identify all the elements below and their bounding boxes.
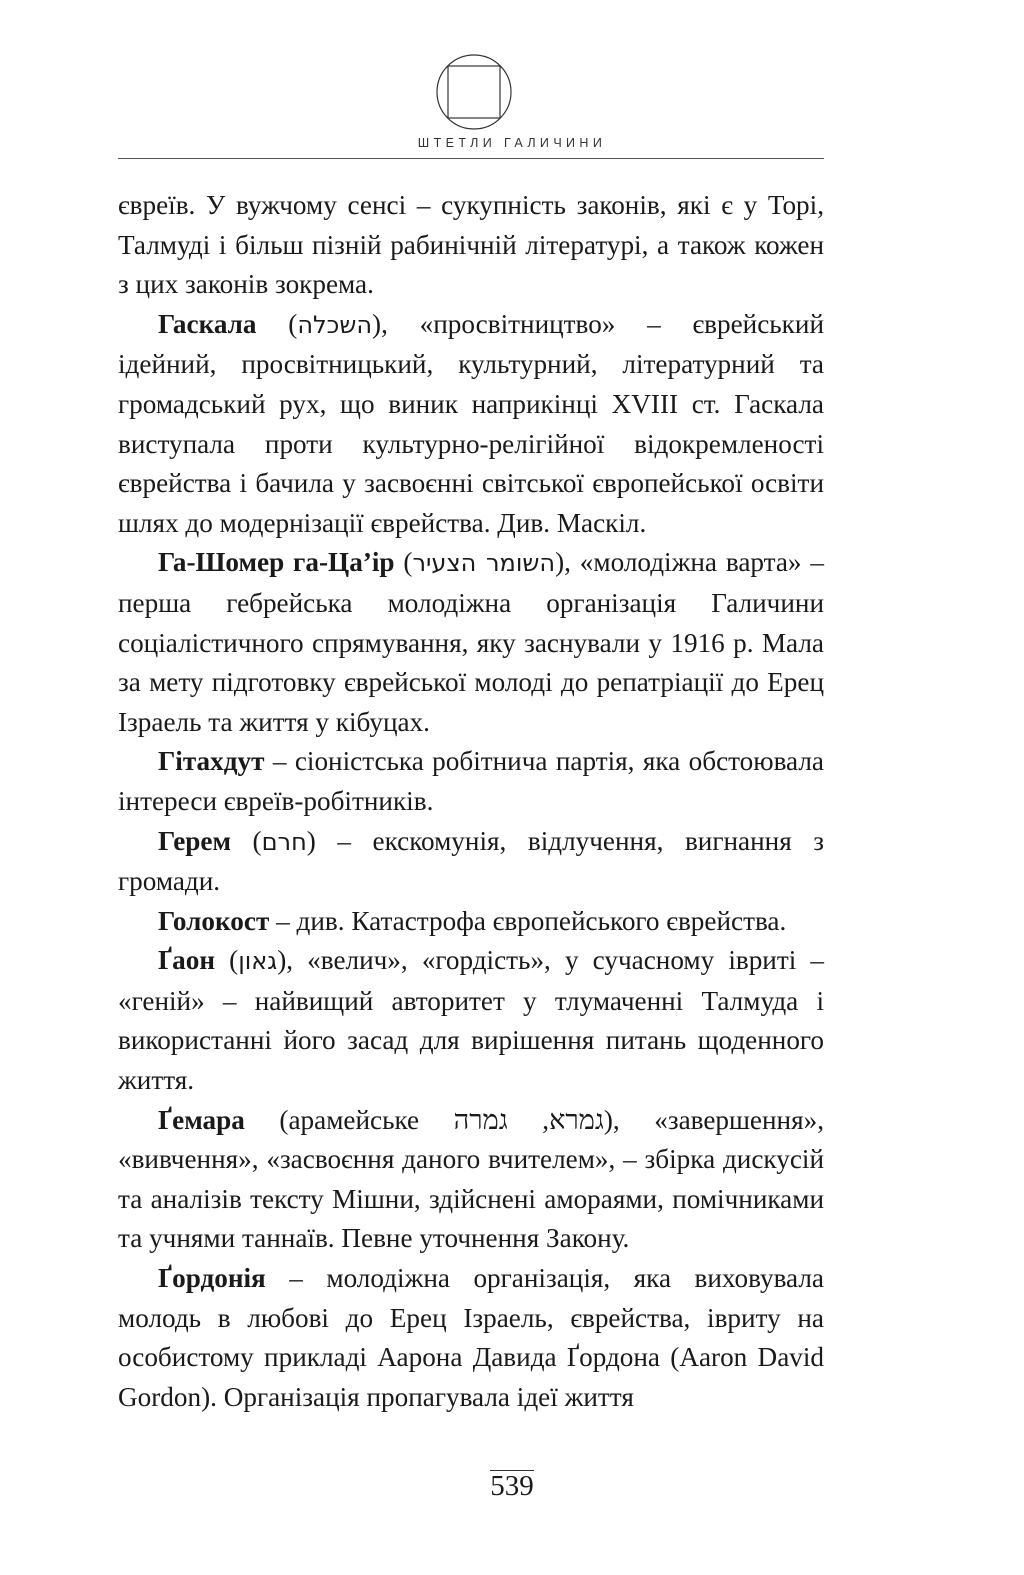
entry-text: , «молодіжна варта» – перша гебрейська молодіжна організація Галичини соціалістичного спрямування, яку заснували у 1916 р. Мала за мету підготовку єврейської молоді до репатріації до Ерец Ізраель та життя у кібуцах. [118,547,824,737]
entry-text: – екскомунія, відлучення, вигнання з громади. [118,825,824,897]
page-number [0,1470,1024,1503]
entry-text: – див. Катастрофа європейського єврейства. [269,905,787,936]
entry-text: євреїв. У вужчому сенсі – сукупність законів, які є у Торі, Талмуді і більш пізній рабинічній літературі, а також кожен з цих законів зокрема. [118,190,824,300]
entry-term: Голокост [158,905,270,936]
glossary-entry: Ґемара (арамейське גמרא, גמרה), «завершення», «вивчення», «засвоєння даного вчителем», – збірка дискусій та аналізів тексту Мішни, здійснені амораями, помічниками та учнями таннаїв. Певне уточнення Закону. [118,1104,824,1254]
glossary-entry [118,1259,824,1417]
entry-text: , «велич», «гордість», у сучасному івриті – «геній» – найвищий авторитет у тлумаченні Талмуда і використанні його засад для вирішення питань щоденного життя. [118,945,825,1096]
entry-hebrew: חרם [261,827,307,856]
circle-square-emblem-icon [434,52,514,132]
entry-text: , «завершення», «вивчення», «засвоєння даного вчителем», – збірка дискусій та аналізів тексту Мішни, здійснені амораями, помічниками та учнями таннаїв. Певне уточнення Закону. [118,1104,824,1254]
entry-term: Ґордонія [158,1263,266,1294]
glossary-entry: Гаскала (השכלה), «просвітництво» – єврейський ідейний, просвітницький, культурний, літературний та громадський рух, що виник наприкінці XVIII ст. Гаскала виступала проти культурно-релігійної відокремленості єврейства і бачила у засвоєнні світської європейської освіти шлях до модернізації єврейства. Див. Маскіл. [118,308,824,538]
header-rule [118,158,824,159]
entry-hebrew: арамейське גמרא, גמרה [288,1104,604,1135]
entry-text: , «просвітництво» – єврейський ідейний, просвітницький, культурний, літературний та громадський рух, що виник наприкінці XVIII ст. Гаскала виступала проти культурно-релігійної відокремленості єврейства і бачила у засвоєнні світської європейської освіти шлях до модернізації єврейства. Див. Маскіл. [118,308,824,538]
entry-term: Герем [158,825,231,856]
entry-continuation [118,186,824,305]
entry-term: Ґаон [158,945,215,976]
entry-term: Гітахдут [158,746,265,777]
entry-term: Га-Шомер га-Ца’ір [158,547,395,578]
glossary-entry: Га-Шомер га-Ца’ір (השומר הצעיר), «молодіжна варта» – перша гебрейська молодіжна організація Галичини соціалістичного спрямування, яку заснували у 1916 р. Мала за мету підготовку єврейської молоді до репатріації до Ерец Ізраель та життя у кібуцах. [118,547,824,737]
glossary-entry [118,742,824,821]
entry-term: Ґемара [158,1104,245,1135]
running-title: ШТЕТЛИ ГАЛИЧИНИ [417,136,607,150]
glossary-entry: Ґаон (גאון), «велич», «гордість», у сучасному івриті – «геній» – найвищий авторитет у тлумаченні Талмуда і використанні його засад для вирішення питань щоденного життя. [118,945,825,1096]
body-text [118,186,824,1417]
page-number-value: 539 [490,1470,534,1502]
glossary-entry: Герем (חרם) – екскомунія, відлучення, вигнання з громади. [118,825,824,897]
entry-hebrew: השומר הצעיר [412,549,556,578]
entry-hebrew: השכלה [297,310,373,339]
entry-text: – сіоністська робітнича партія, яка обстоювала інтереси євреїв-робітників. [118,746,824,816]
entry-term: Гаскала [158,308,257,339]
entry-text: – молодіжна організація, яка виховувала молодь в любові до Ерец Ізраель, єврейства, івриту на особистому прикладі Аарона Давида Ґордона (Aaron David Gordon). Організація пропагувала ідеї життя [118,1263,824,1412]
entry-hebrew: גאון [238,947,278,976]
glossary-entry [118,902,824,942]
